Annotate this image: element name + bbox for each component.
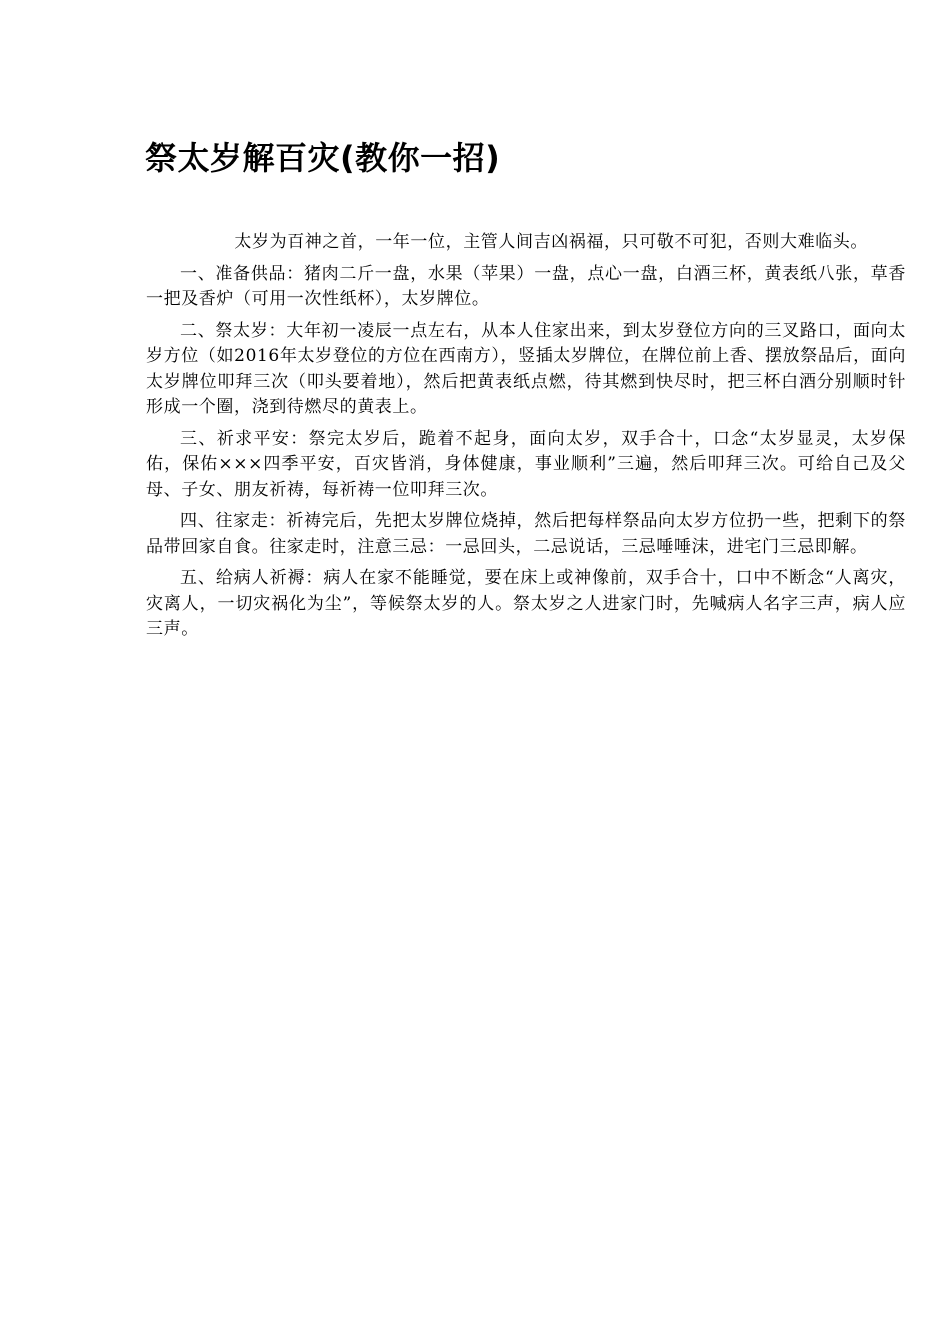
paragraph-intro: 太岁为百神之首，一年一位，主管人间吉凶祸福，只可敬不可犯，否则大难临头。 [234, 232, 868, 252]
document-body [146, 230, 906, 649]
document-title: 祭太岁解百灾(教你一招) [145, 139, 501, 177]
paragraph-return-home: 四、往家走：祈祷完后，先把太岁牌位烧掉，然后把每样祭品向太岁方位扔一些，把剩下的祭品带回家自食。往家走时，注意三忌：一忌回头，二忌说话，三忌唾唾沫，进宅门三忌即解。 [146, 511, 906, 557]
paragraph-patient-prayer: 五、给病人祈褥：病人在家不能睡觉，要在床上或神像前，双手合十，口中不断念“人离灾，灾离人，一切灾祸化为尘”，等候祭太岁的人。祭太岁之人进家门时，先喊病人名字三声，病人应三声。 [146, 568, 906, 639]
paragraph-offerings: 一、准备供品：猪肉二斤一盘，水果（苹果）一盘，点心一盘，白酒三杯，黄表纸八张，草香一把及香炉（可用一次性纸杯），太岁牌位。 [146, 263, 906, 309]
paragraph-ritual: 二、祭太岁：大年初一凌辰一点左右，从本人住家出来，到太岁登位方向的三叉路口，面向太岁方位（如2016年太岁登位的方位在西南方），竖插太岁牌位，在牌位前上香、摆放祭品后，面向太岁牌位叩拜三次（叩头要着地），然后把黄表纸点燃，待其燃到快尽时，把三杯白酒分别顺时针形成一个圈，浇到待燃尽的黄表上。 [146, 320, 906, 417]
paragraph-prayer: 三、祈求平安：祭完太岁后，跪着不起身，面向太岁，双手合十，口念“太岁显灵，太岁保佑，保佑×××四季平安，百灾皆消，身体健康，事业顺利”三遍，然后叩拜三次。可给自己及父母、子女、朋友祈祷，每祈祷一位叩拜三次。 [146, 428, 906, 500]
